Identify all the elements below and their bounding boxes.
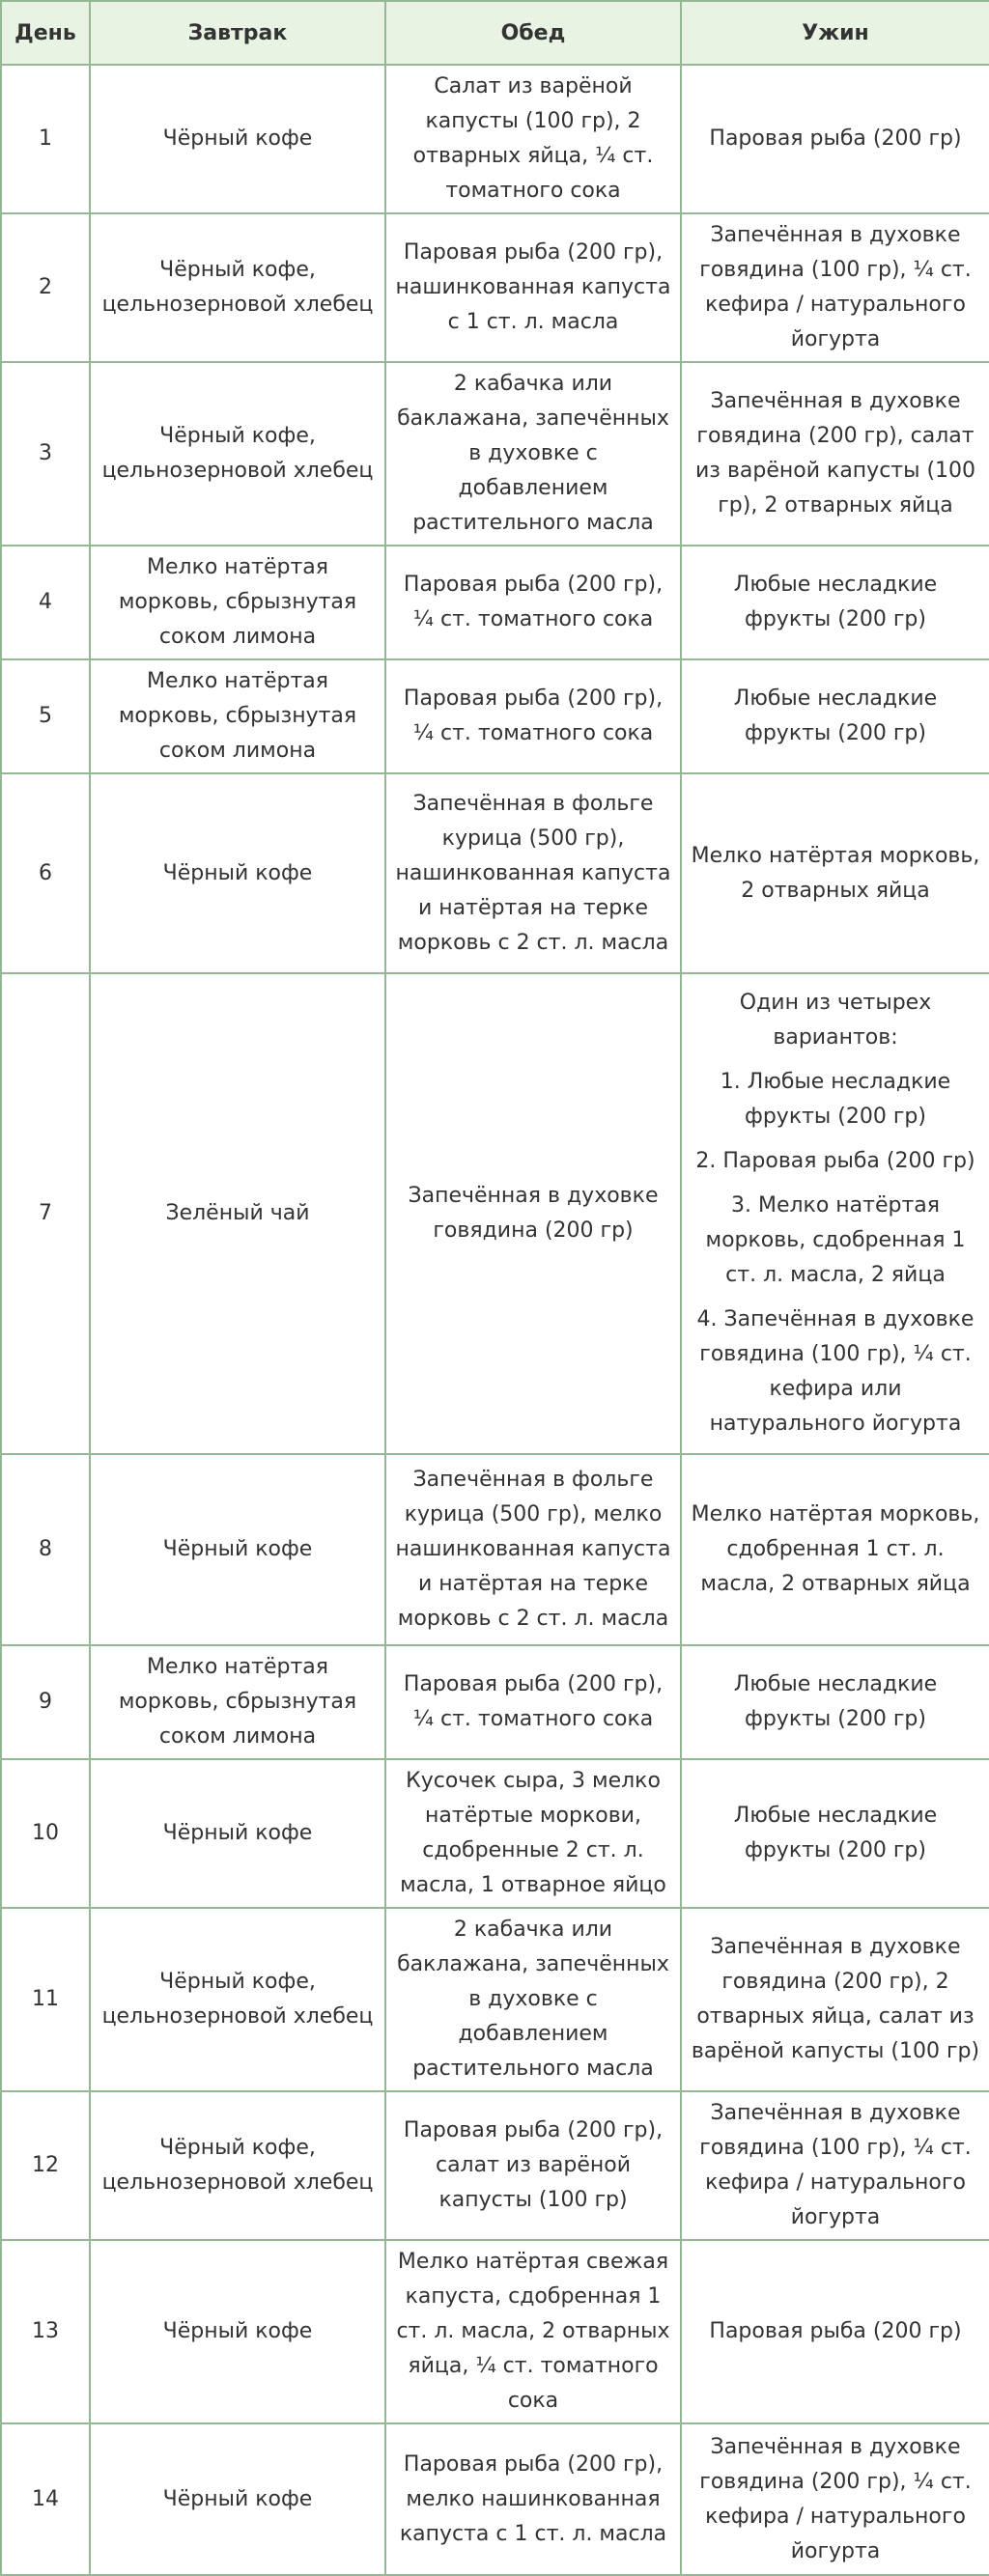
dinner-options-cell xyxy=(681,973,989,1454)
dinner-cell: Запечённая в духовке говядина (200 гр), ¼ ст. кефира / натурального йогурта xyxy=(681,2423,989,2575)
table-row xyxy=(1,2240,989,2423)
day-cell: 6 xyxy=(1,773,90,973)
header-dinner: Ужин xyxy=(681,1,989,65)
breakfast-cell: Чёрный кофе, цельнозерновой хлебец xyxy=(90,1908,385,2091)
lunch-cell: Кусочек сыра, 3 мелко натёртые моркови, сдобренные 2 ст. л. масла, 1 отварное яйцо xyxy=(385,1759,681,1908)
dinner-cell: Любые несладкие фрукты (200 гр) xyxy=(681,1759,989,1908)
lunch-cell: Запечённая в духовке говядина (200 гр) xyxy=(385,973,681,1454)
header-row xyxy=(1,1,989,65)
dinner-cell: Паровая рыба (200 гр) xyxy=(681,2240,989,2423)
day-cell: 8 xyxy=(1,1454,90,1645)
day-cell: 13 xyxy=(1,2240,90,2423)
table-row xyxy=(1,773,989,973)
lunch-cell: 2 кабачка или баклажана, запечённых в духовке с добавлением растительного масла xyxy=(385,362,681,546)
table-row xyxy=(1,213,989,362)
table-row xyxy=(1,973,989,1454)
table-row xyxy=(1,1759,989,1908)
day-cell: 1 xyxy=(1,65,90,213)
breakfast-cell: Чёрный кофе xyxy=(90,2423,385,2575)
breakfast-cell: Чёрный кофе xyxy=(90,65,385,213)
breakfast-cell: Чёрный кофе, цельнозерновой хлебец xyxy=(90,362,385,546)
day-cell: 5 xyxy=(1,659,90,773)
table-row xyxy=(1,546,989,659)
header-breakfast: Завтрак xyxy=(90,1,385,65)
dinner-cell: Любые несладкие фрукты (200 гр) xyxy=(681,546,989,659)
day-cell: 10 xyxy=(1,1759,90,1908)
table-row xyxy=(1,2423,989,2575)
breakfast-cell: Чёрный кофе, цельнозерновой хлебец xyxy=(90,213,385,362)
day-cell: 7 xyxy=(1,973,90,1454)
table-row xyxy=(1,65,989,213)
dinner-cell: Любые несладкие фрукты (200 гр) xyxy=(681,659,989,773)
table-row xyxy=(1,2091,989,2240)
dinner-cell: Любые несладкие фрукты (200 гр) xyxy=(681,1645,989,1759)
breakfast-cell: Чёрный кофе xyxy=(90,1454,385,1645)
table-row xyxy=(1,362,989,546)
day-cell: 11 xyxy=(1,1908,90,2091)
dinner-cell: Мелко натёртая морковь, сдобренная 1 ст. л. масла, 2 отварных яйца xyxy=(681,1454,989,1645)
breakfast-cell: Чёрный кофе xyxy=(90,2240,385,2423)
dinner-cell: Мелко натёртая морковь, 2 отварных яйца xyxy=(681,773,989,973)
table-row xyxy=(1,659,989,773)
table-row xyxy=(1,1645,989,1759)
breakfast-cell: Зелёный чай xyxy=(90,973,385,1454)
lunch-cell: Паровая рыба (200 гр), ¼ ст. томатного сока xyxy=(385,546,681,659)
dinner-cell: Запечённая в духовке говядина (100 гр), ¼ ст. кефира / натурального йогурта xyxy=(681,213,989,362)
dinner-cell: Запечённая в духовке говядина (100 гр), ¼ ст. кефира / натурального йогурта xyxy=(681,2091,989,2240)
breakfast-cell: Мелко натёртая морковь, сбрызнутая соком лимона xyxy=(90,1645,385,1759)
dinner-cell: Запечённая в духовке говядина (200 гр), салат из варёной капусты (100 гр), 2 отварных яйца xyxy=(681,362,989,546)
day-cell: 2 xyxy=(1,213,90,362)
dinner-cell: Запечённая в духовке говядина (200 гр), 2 отварных яйца, салат из варёной капусты (100 гр) xyxy=(681,1908,989,2091)
table-row xyxy=(1,1454,989,1645)
breakfast-cell: Чёрный кофе, цельнозерновой хлебец xyxy=(90,2091,385,2240)
breakfast-cell: Мелко натёртая морковь, сбрызнутая соком лимона xyxy=(90,659,385,773)
day-cell: 12 xyxy=(1,2091,90,2240)
dinner-option-1: 1. Любые несладкие фрукты (200 гр) xyxy=(720,1070,951,1129)
lunch-cell: Мелко натёртая свежая капуста, сдобренная 1 ст. л. масла, 2 отварных яйца, ¼ ст. томатного сока xyxy=(385,2240,681,2423)
lunch-cell: Паровая рыба (200 гр), мелко нашинкованная капуста с 1 ст. л. масла xyxy=(385,2423,681,2575)
dinner-option-4: 4. Запечённая в духовке говядина (100 гр), ¼ ст. кефира или натурального йогурта xyxy=(696,1307,975,1436)
dinner-option-3: 3. Мелко натёртая морковь, сдобренная 1 ст. л. масла, 2 яйца xyxy=(705,1193,966,1287)
lunch-cell: Запечённая в фольге курица (500 гр), нашинкованная капуста и натёртая на терке морковь с 2 ст. л. масла xyxy=(385,773,681,973)
lunch-cell: 2 кабачка или баклажана, запечённых в духовке с добавлением растительного масла xyxy=(385,1908,681,2091)
lunch-cell: Паровая рыба (200 гр), салат из варёной капусты (100 гр) xyxy=(385,2091,681,2240)
table-row xyxy=(1,1908,989,2091)
dinner-option-2: 2. Паровая рыба (200 гр) xyxy=(695,1149,975,1173)
lunch-cell: Паровая рыба (200 гр), ¼ ст. томатного сока xyxy=(385,659,681,773)
header-lunch: Обед xyxy=(385,1,681,65)
header-day: День xyxy=(1,1,90,65)
lunch-cell: Паровая рыба (200 гр), нашинкованная капуста с 1 ст. л. масла xyxy=(385,213,681,362)
day-cell: 14 xyxy=(1,2423,90,2575)
breakfast-cell: Чёрный кофе xyxy=(90,773,385,973)
breakfast-cell: Чёрный кофе xyxy=(90,1759,385,1908)
lunch-cell: Салат из варёной капусты (100 гр), 2 отварных яйца, ¼ ст. томатного сока xyxy=(385,65,681,213)
lunch-cell: Паровая рыба (200 гр), ¼ ст. томатного сока xyxy=(385,1645,681,1759)
day-cell: 3 xyxy=(1,362,90,546)
dinner-cell: Паровая рыба (200 гр) xyxy=(681,65,989,213)
breakfast-cell: Мелко натёртая морковь, сбрызнутая соком лимона xyxy=(90,546,385,659)
lunch-cell: Запечённая в фольге курица (500 гр), мелко нашинкованная капуста и натёртая на терке морковь с 2 ст. л. масла xyxy=(385,1454,681,1645)
day-cell: 4 xyxy=(1,546,90,659)
dinner-option-intro: Один из четырех вариантов: xyxy=(739,991,932,1050)
day-cell: 9 xyxy=(1,1645,90,1759)
